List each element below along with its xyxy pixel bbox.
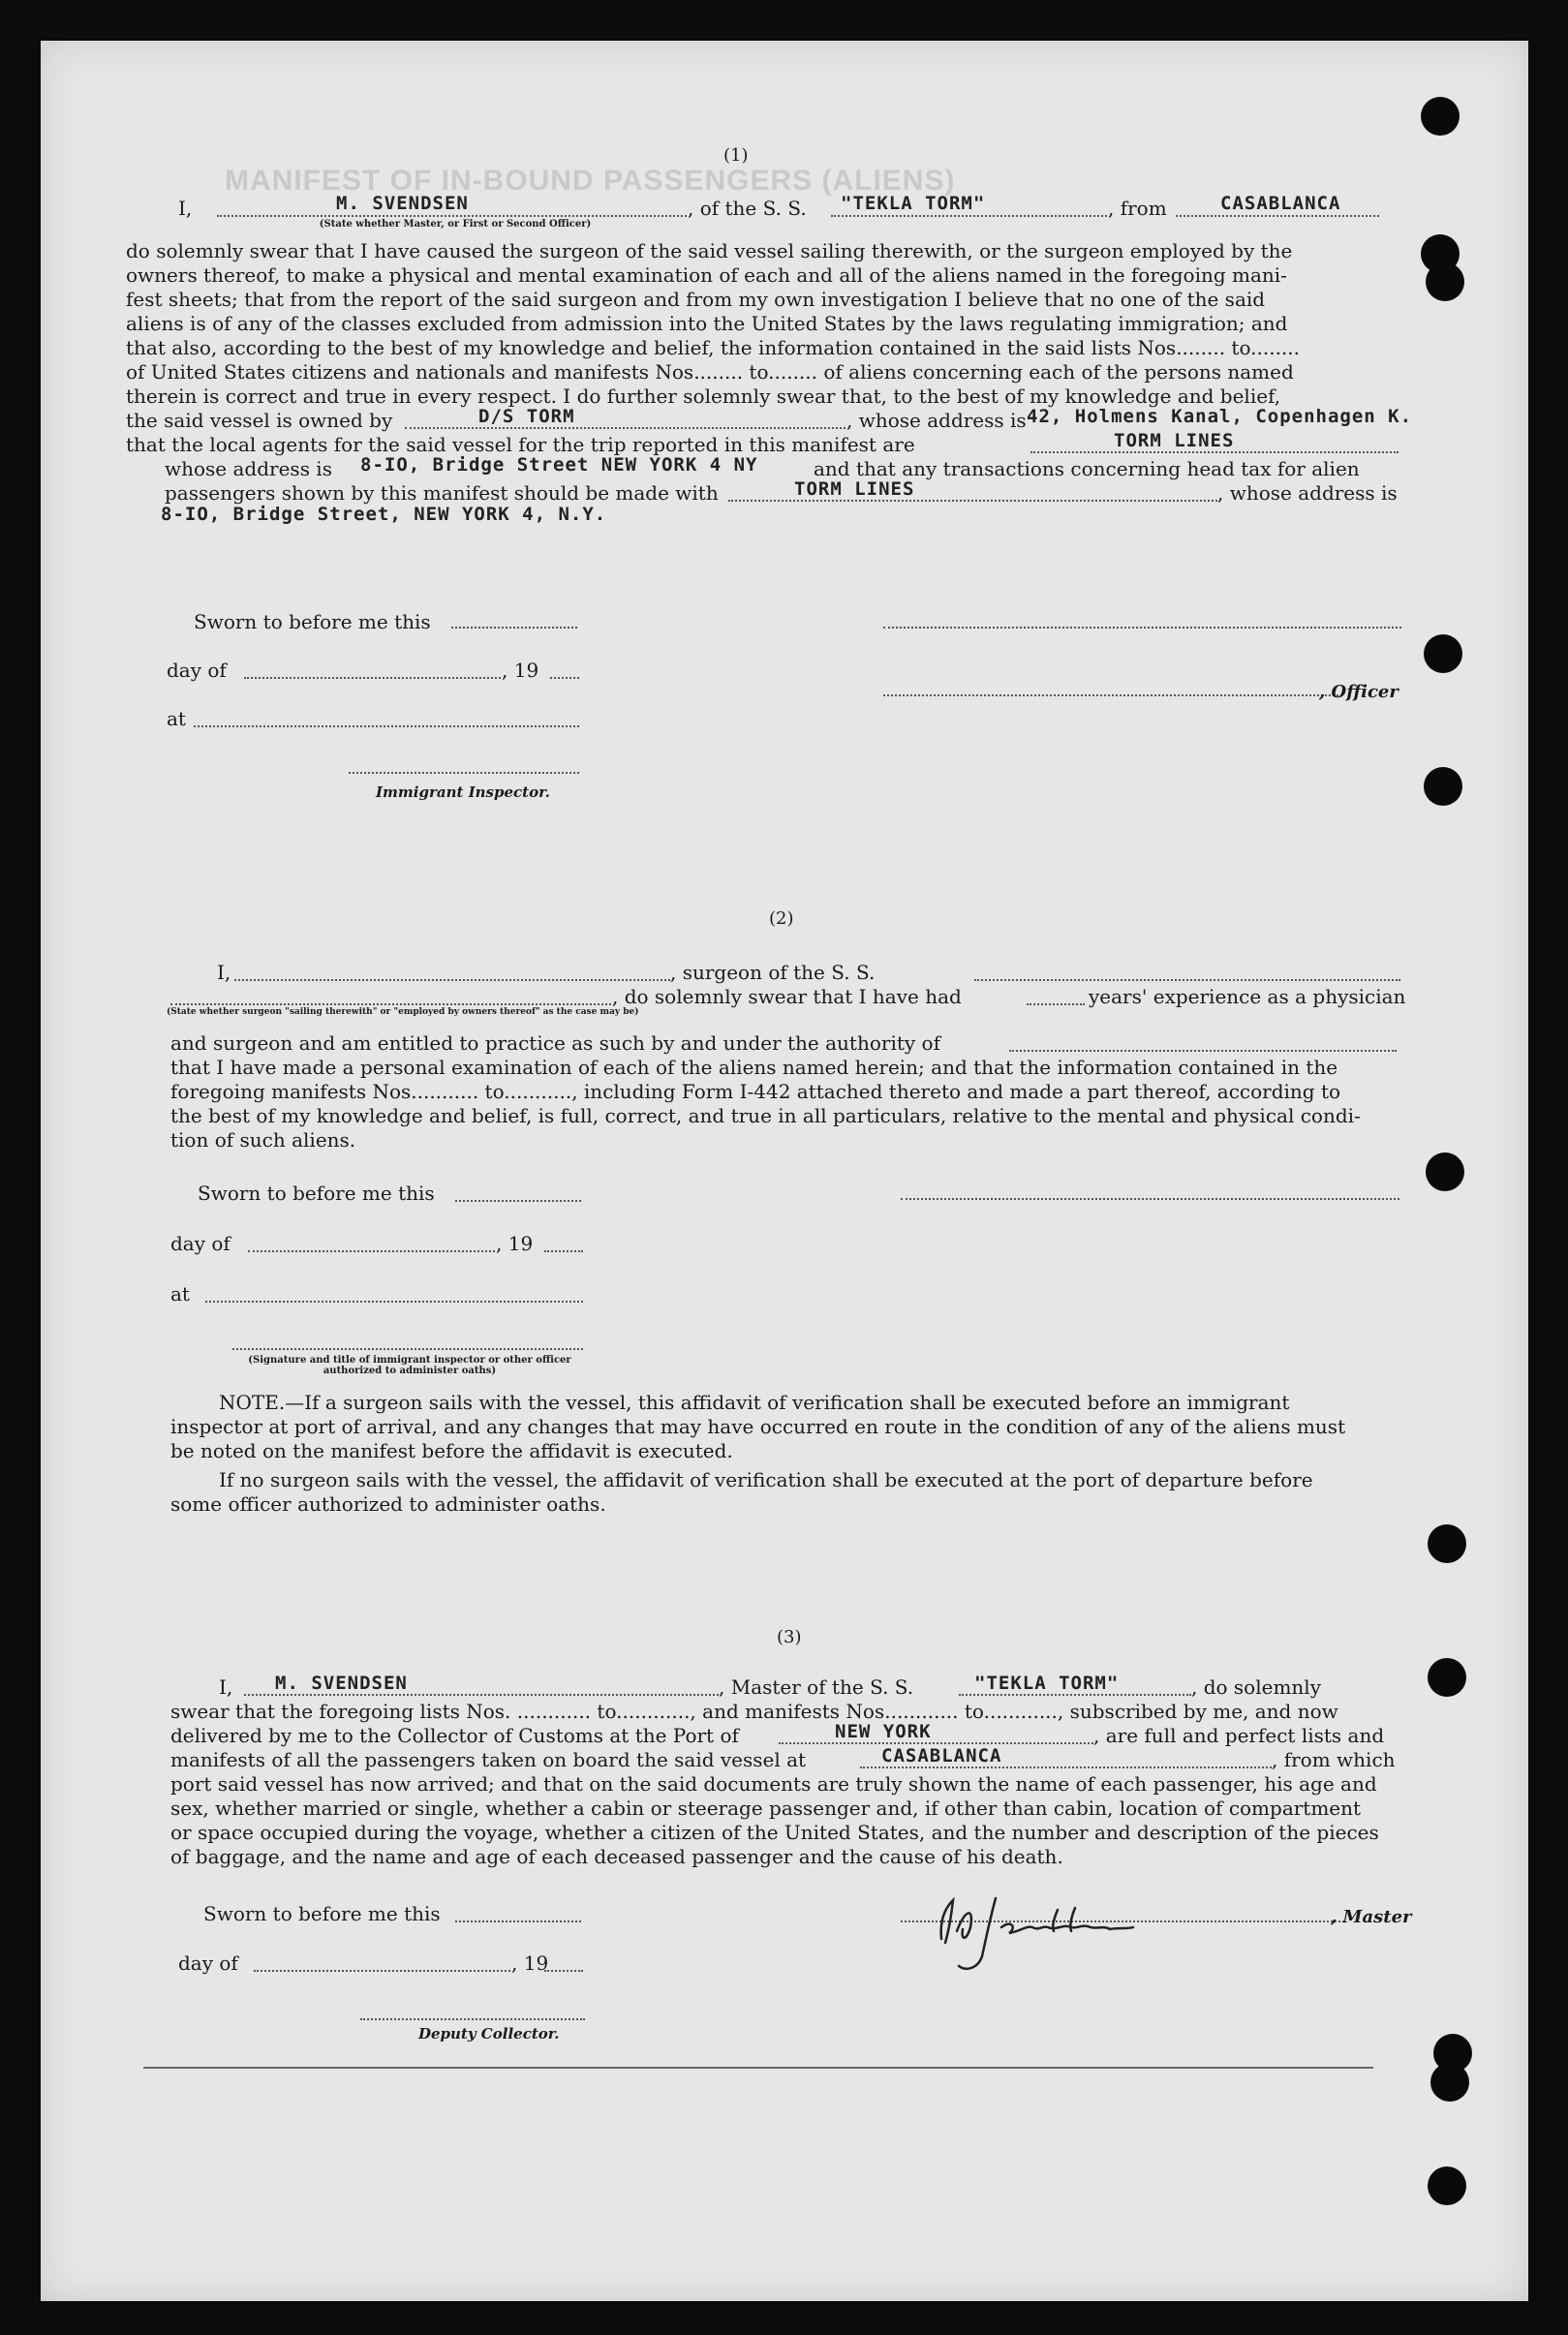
leader	[1009, 1050, 1397, 1052]
leader	[405, 427, 845, 429]
bottom-rule	[143, 2067, 1373, 2069]
owner-name: D/S TORM	[478, 406, 575, 427]
leader	[232, 1348, 583, 1350]
leader	[779, 1742, 1093, 1744]
leader	[234, 979, 670, 981]
s2-body-line: and surgeon and am entitled to practice as such by and under the authority of	[170, 1031, 940, 1055]
head-tax-company: TORM LINES	[794, 478, 915, 500]
leader	[831, 215, 1107, 217]
leader	[194, 725, 579, 727]
leader	[1027, 1003, 1085, 1005]
whose-address-end: , whose address is	[1217, 481, 1398, 505]
head-tax-address: 8-IO, Bridge Street, NEW YORK 4, N.Y.	[161, 504, 607, 525]
punch-hole	[1426, 262, 1464, 301]
leader	[170, 1003, 611, 1005]
master-of-text: , Master of the S. S.	[719, 1675, 914, 1699]
officer-signature-line	[883, 627, 1401, 629]
leader	[544, 1250, 583, 1252]
leader	[360, 2018, 585, 2020]
note-line: If no surgeon sails with the vessel, the affidavit of verification shall be executed at the port of departure before	[219, 1468, 1313, 1491]
s3-vessel-name: "TEKLA TORM"	[974, 1673, 1120, 1694]
s3-body-line: port said vessel has now arrived; and that on the said documents are truly shown the name of each passenger, his age and	[170, 1772, 1377, 1796]
section-2-number: (2)	[769, 908, 794, 929]
swear-text: , do solemnly swear that I have had	[612, 985, 962, 1008]
leader	[244, 677, 501, 679]
punch-hole	[1421, 97, 1460, 136]
master-signature	[903, 1871, 1174, 1978]
punch-hole	[1424, 767, 1462, 806]
deputy-collector-label: Deputy Collector.	[418, 2025, 560, 2043]
s2-body-line: tion of such aliens.	[170, 1128, 356, 1152]
of-ss-text: , of the S. S.	[688, 197, 807, 220]
note-line: NOTE.—If a surgeon sails with the vessel, this affidavit of verification shall be executed before an immigrant	[219, 1391, 1290, 1414]
leader	[959, 1694, 1191, 1696]
s1-at-text: at	[167, 707, 186, 730]
full-perfect-text: , are full and perfect lists and	[1093, 1724, 1385, 1747]
s3-body-line: or space occupied during the voyage, whether a citizen of the United States, and the number and description of the pieces	[170, 1821, 1379, 1844]
leader	[205, 1301, 583, 1303]
master-label: , Master	[1331, 1907, 1412, 1927]
s3-day-of-text: day of	[178, 1951, 238, 1975]
note-line: be noted on the manifest before the affidavit is executed.	[170, 1439, 733, 1462]
officer-name: M. SVENDSEN	[336, 193, 469, 214]
agents-address: 8-IO, Bridge Street NEW YORK 4 NY	[360, 454, 758, 476]
manifest-page	[41, 41, 1528, 2301]
s2-at-text: at	[170, 1282, 190, 1306]
s3-intro: I,	[219, 1675, 233, 1699]
passengers-text: passengers shown by this manifest should be made with	[165, 481, 719, 505]
from-which-text: , from which	[1272, 1748, 1396, 1771]
surgeon-of-text: , surgeon of the S. S.	[670, 961, 876, 984]
s2-body-line: the best of my knowledge and belief, is full, correct, and true in all particulars, relative to the mental and physical condi-	[170, 1104, 1361, 1127]
manifests-text: manifests of all the passengers taken on board the said vessel at	[170, 1748, 807, 1771]
s1-intro: I,	[178, 197, 193, 220]
leader	[883, 694, 1338, 696]
owned-by-text: the said vessel is owned by	[126, 409, 393, 432]
s2-body-line: that I have made a personal examination of each of the aliens named herein; and that the information contained in the	[170, 1056, 1338, 1079]
vessel-name: "TEKLA TORM"	[841, 193, 986, 214]
leader	[248, 1250, 495, 1252]
arrival-port: NEW YORK	[835, 1721, 932, 1742]
s2-day-of-text: day of	[170, 1232, 231, 1255]
leader	[349, 772, 579, 774]
s3-departure-port: CASABLANCA	[881, 1745, 1002, 1767]
punch-hole	[1430, 2063, 1469, 2102]
punch-hole	[1428, 2166, 1466, 2205]
s2-sworn-text: Sworn to before me this	[198, 1182, 435, 1205]
s1-body-line: aliens is of any of the classes excluded from admission into the United States by the laws regulating immigration; and	[126, 312, 1288, 335]
immigrant-inspector-label: Immigrant Inspector.	[376, 783, 550, 801]
leader	[550, 677, 579, 679]
punch-hole	[1428, 1658, 1466, 1697]
punch-hole	[1426, 1152, 1464, 1191]
departure-port: CASABLANCA	[1220, 193, 1341, 214]
leader	[217, 215, 687, 217]
leader	[860, 1767, 1272, 1768]
leader	[451, 627, 577, 629]
punch-hole	[1424, 634, 1462, 673]
s3-body-line: sex, whether married or single, whether a cabin or steerage passenger and, if other than cabin, location of compartment	[170, 1797, 1362, 1820]
faded-header: MANIFEST OF IN-BOUND PASSENGERS (ALIENS)	[225, 165, 956, 197]
s1-body-line: of United States citizens and nationals and manifests Nos........ to........ of aliens concerning each of the persons named	[126, 360, 1294, 384]
leader	[455, 1200, 581, 1202]
s3-line-2: swear that the foregoing lists Nos. ............ to............, and manifests Nos............ to............, subscribed by me, and now	[170, 1700, 1338, 1723]
owner-address: 42, Holmens Kanal, Copenhagen K.	[1027, 406, 1413, 427]
leader	[455, 1920, 581, 1922]
delivered-text: delivered by me to the Collector of Customs at the Port of	[170, 1724, 739, 1747]
s3-body-line: of baggage, and the name and age of each deceased passenger and the cause of his death.	[170, 1845, 1063, 1868]
leader	[244, 1694, 719, 1696]
s1-year-text: , 19	[502, 659, 539, 682]
s1-body-line: fest sheets; that from the report of the said surgeon and from my own investigation I believe that no one of the said	[126, 288, 1266, 311]
leader	[728, 500, 1217, 502]
leader	[254, 1970, 510, 1972]
from-text: , from	[1108, 197, 1167, 220]
officer-caption: (State whether Master, or First or Second Officer)	[319, 219, 592, 230]
whose-address-text: , whose address is	[846, 409, 1027, 432]
years-text: years' experience as a physician	[1089, 985, 1406, 1008]
leader	[1176, 215, 1379, 217]
s1-sworn-text: Sworn to before me this	[194, 610, 431, 633]
solemnly-text: , do solemnly	[1191, 1675, 1321, 1699]
s1-day-of-text: day of	[167, 659, 227, 682]
s2-body-line: foregoing manifests Nos........... to..........., including Form I-442 attached thereto and made a part thereof, according to	[170, 1080, 1341, 1103]
s1-body-line: owners thereof, to make a physical and mental examination of each and all of the aliens named in the foregoing mani-	[126, 263, 1287, 287]
note-line: some officer authorized to administer oaths.	[170, 1492, 606, 1516]
s3-year-text: , 19	[511, 1951, 549, 1975]
section-1-number: (1)	[723, 145, 749, 166]
master-name: M. SVENDSEN	[275, 1673, 408, 1694]
head-tax-text: and that any transactions concerning head tax for alien	[814, 457, 1360, 480]
leader	[544, 1970, 583, 1972]
local-agents-text: that the local agents for the said vessel for the trip reported in this manifest are	[126, 433, 915, 456]
note-line: inspector at port of arrival, and any changes that may have occurred en route in the condition of any of the aliens must	[170, 1415, 1346, 1438]
agents-address-label: whose address is	[165, 457, 332, 480]
s1-body-line: that also, according to the best of my knowledge and belief, the information contained in the said lists Nos........ to........	[126, 336, 1301, 359]
section-3-number: (3)	[777, 1627, 802, 1647]
s1-body-line: therein is correct and true in every respect. I do further solemnly swear that, to the best of my knowledge and belief,	[126, 384, 1281, 408]
surgeon-signature-line	[901, 1198, 1399, 1200]
s2-year-text: , 19	[496, 1232, 534, 1255]
local-agents: TORM LINES	[1114, 430, 1235, 451]
s3-sworn-text: Sworn to before me this	[203, 1902, 441, 1925]
officer-sig-caption: (Signature and title of immigrant inspector or other officer authorized to administer oaths)	[248, 1355, 571, 1376]
leader	[1030, 451, 1399, 453]
leader	[974, 979, 1400, 981]
s1-body-line: do solemnly swear that I have caused the surgeon of the said vessel sailing therewith, or the surgeon employed by the	[126, 239, 1293, 262]
s2-intro: I,	[217, 961, 231, 984]
surgeon-caption: (State whether surgeon "sailing therewith" or "employed by owners thereof" as the case may be)	[167, 1007, 639, 1017]
officer-label: , Officer	[1319, 682, 1399, 702]
punch-hole	[1428, 1524, 1466, 1563]
